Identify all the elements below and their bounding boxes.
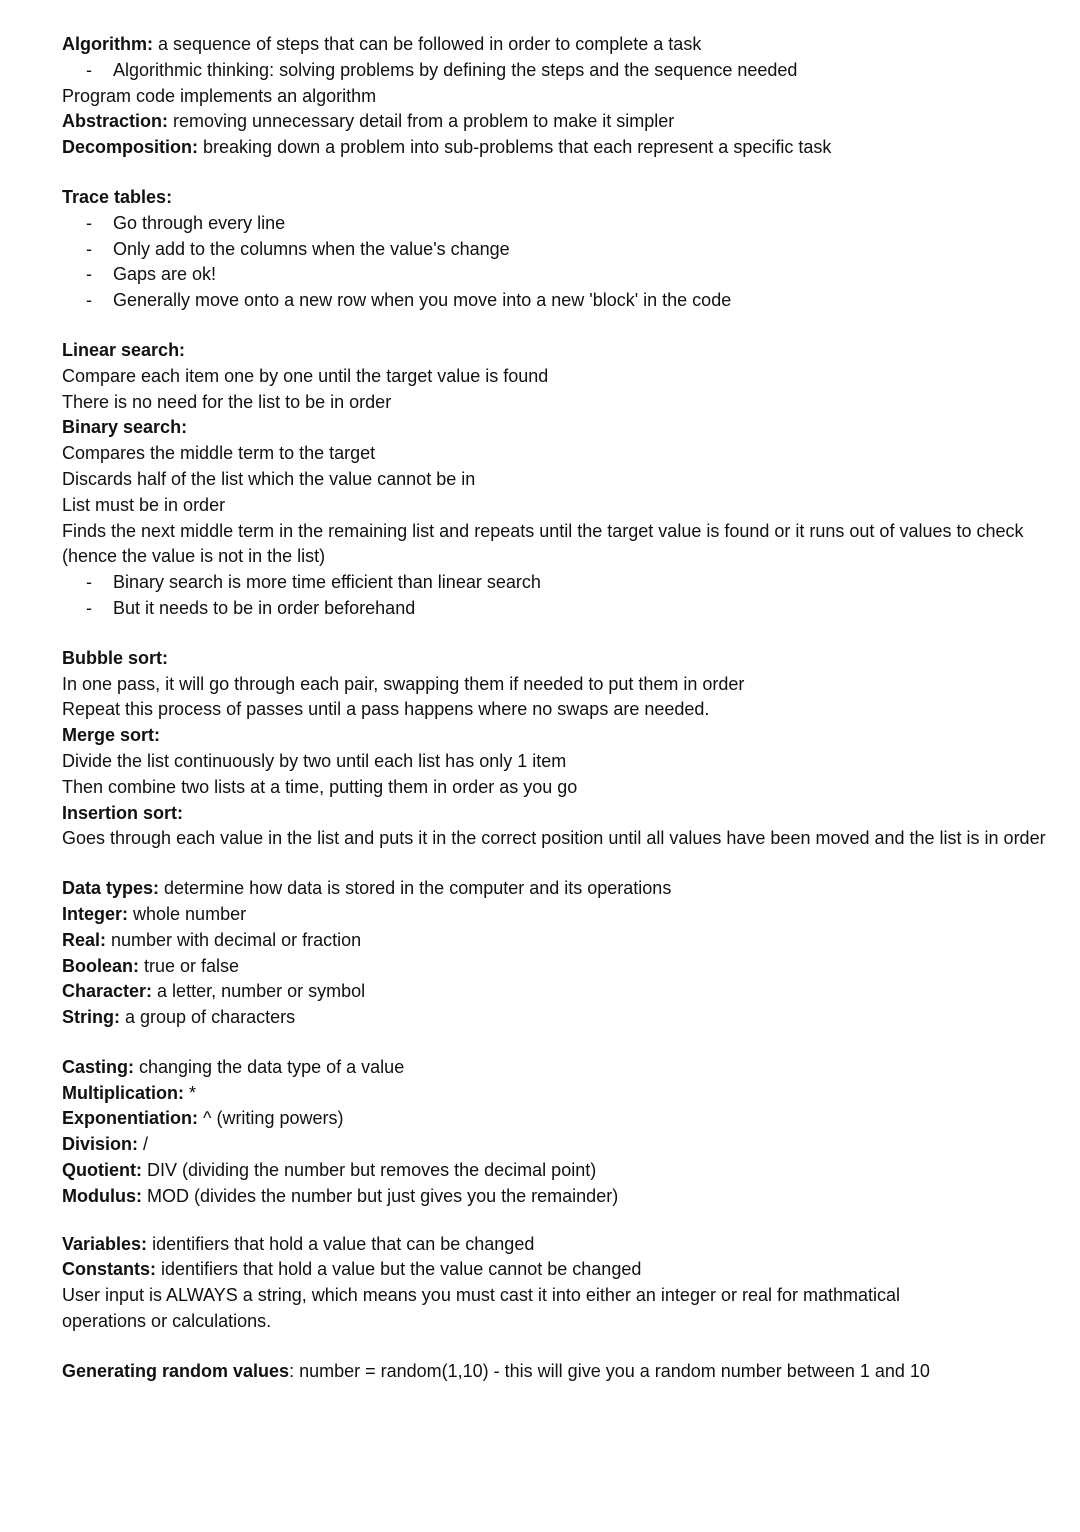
algorithm-definition bbox=[62, 32, 1062, 58]
decomposition-term: Decomposition: bbox=[62, 137, 199, 158]
binary-search-line: List must be in order bbox=[62, 494, 226, 515]
trace-tables-heading: Trace tables: bbox=[62, 186, 173, 207]
quotient-definition: Quotient: DIV (dividing the number but removes the decimal point) bbox=[62, 1160, 597, 1181]
binary-search-line: Compares the middle term to the target bbox=[62, 443, 376, 464]
merge-sort-heading: Merge sort: bbox=[62, 725, 161, 746]
decomposition-definition bbox=[62, 135, 1062, 161]
insertion-sort-heading: Insertion sort: bbox=[62, 802, 184, 823]
algorithm-text: a sequence of steps that can be followed in order to complete a task bbox=[152, 34, 702, 54]
bubble-sort-line: In one pass, it will go through each pair, swapping them if needed to put them in order bbox=[62, 673, 745, 694]
casting-definition: Casting: changing the data type of a value bbox=[62, 1056, 405, 1077]
spacer bbox=[62, 161, 1062, 185]
trace-bullet: - Generally move onto a new row when you move into a new 'block' in the code bbox=[62, 288, 1062, 314]
spacer bbox=[62, 1031, 1062, 1055]
spacer bbox=[62, 852, 1062, 876]
abstraction-definition bbox=[62, 109, 1062, 135]
insertion-sort-line: Goes through each value in the list and puts it in the correct position until all values have been moved and the list is in order bbox=[62, 828, 1046, 849]
division-definition: Division: / bbox=[62, 1134, 149, 1155]
integer-definition: Integer: whole number bbox=[62, 903, 247, 924]
binary-search-heading: Binary search: bbox=[62, 417, 188, 438]
program-code-line: Program code implements an algorithm bbox=[62, 85, 377, 106]
multiplication-definition: Multiplication: * bbox=[62, 1082, 196, 1103]
bubble-sort-heading: Bubble sort: bbox=[62, 647, 168, 668]
search-bullet: - Binary search is more time efficient than linear search bbox=[62, 570, 1062, 596]
linear-search-line: Compare each item one by one until the target value is found bbox=[62, 365, 549, 386]
spacer bbox=[62, 1335, 1062, 1359]
spacer bbox=[62, 314, 1062, 338]
real-definition: Real: number with decimal or fraction bbox=[62, 929, 362, 950]
binary-search-line: Discards half of the list which the value cannot be in bbox=[62, 468, 476, 489]
string-definition: String: a group of characters bbox=[62, 1007, 296, 1028]
constants-definition: Constants: identifiers that hold a value but the value cannot be changed bbox=[62, 1259, 642, 1280]
spacer bbox=[62, 622, 1062, 646]
character-definition: Character: a letter, number or symbol bbox=[62, 981, 366, 1002]
decomposition-text: breaking down a problem into sub-problems that each represent a specific task bbox=[198, 137, 832, 158]
algorithmic-thinking-bullet: - Algorithmic thinking: solving problems by defining the steps and the sequence needed bbox=[62, 58, 1062, 84]
linear-search-heading: Linear search: bbox=[62, 339, 186, 360]
algorithm-term: Algorithm: bbox=[62, 34, 153, 54]
trace-bullet: - Only add to the columns when the value's change bbox=[62, 237, 1062, 263]
data-types-definition: Data types: determine how data is stored in the computer and its operations bbox=[62, 878, 672, 899]
merge-sort-line: Then combine two lists at a time, putting them in order as you go bbox=[62, 776, 578, 797]
bubble-sort-line: Repeat this process of passes until a pass happens where no swaps are needed. bbox=[62, 699, 710, 720]
linear-search-line: There is no need for the list to be in order bbox=[62, 391, 392, 412]
binary-search-line: Finds the next middle term in the remaining list and repeats until the target value is found or it runs out of values to check (hence the value is not in the list) bbox=[62, 520, 1024, 567]
trace-bullet: - Go through every line bbox=[62, 211, 1062, 237]
abstraction-term: Abstraction: bbox=[62, 111, 169, 132]
variables-definition: Variables: identifiers that hold a value that can be changed bbox=[62, 1233, 535, 1254]
spacer bbox=[62, 1210, 1062, 1232]
trace-bullet: - Gaps are ok! bbox=[62, 262, 1062, 288]
user-input-note: User input is ALWAYS a string, which means you must cast it into either an integer or real for mathmatical operations or calculations. bbox=[62, 1285, 901, 1332]
exponentiation-definition: Exponentiation: ^ (writing powers) bbox=[62, 1108, 344, 1129]
boolean-definition: Boolean: true or false bbox=[62, 955, 240, 976]
merge-sort-line: Divide the list continuously by two until each list has only 1 item bbox=[62, 750, 567, 771]
abstraction-text: removing unnecessary detail from a problem to make it simpler bbox=[168, 111, 675, 132]
document-page bbox=[62, 32, 1062, 1385]
random-values-definition: Generating random values: number = random(1,10) - this will give you a random number between 1 and 10 bbox=[62, 1360, 930, 1381]
search-bullet: - But it needs to be in order beforehand bbox=[62, 596, 1062, 622]
modulus-definition: Modulus: MOD (divides the number but just gives you the remainder) bbox=[62, 1185, 619, 1206]
